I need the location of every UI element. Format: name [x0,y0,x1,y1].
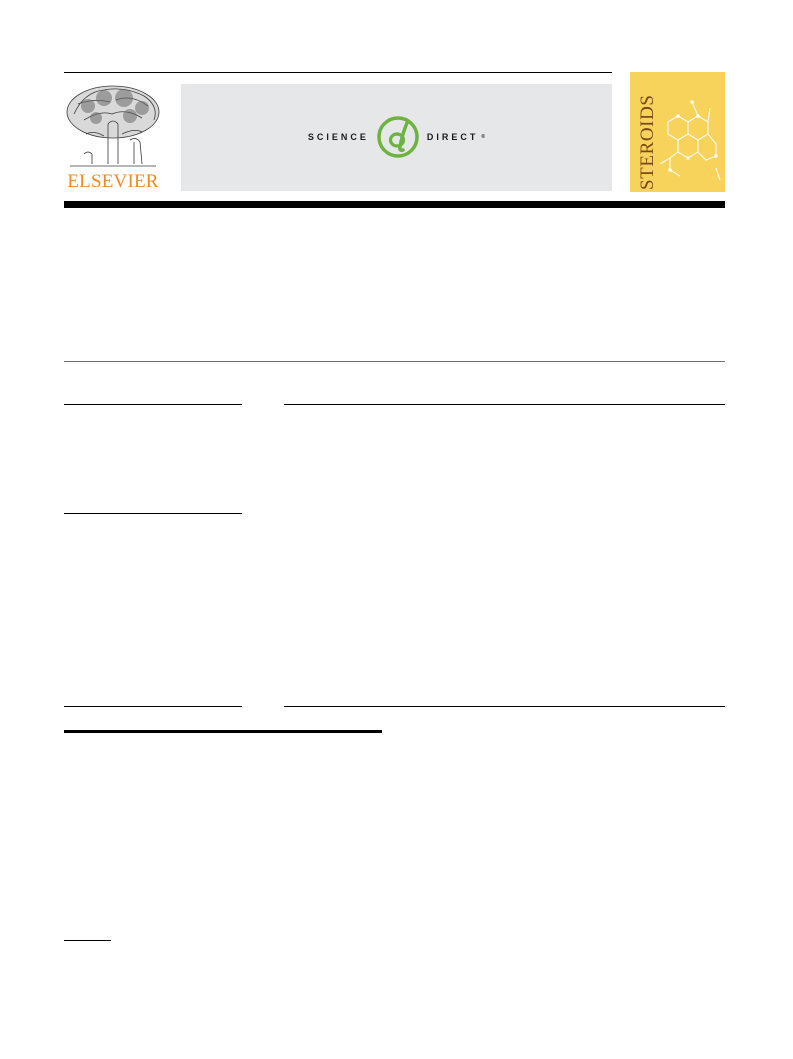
sciencedirect-left-word: SCIENCE [307,132,369,142]
elsevier-wordmark: ELSEVIER [67,171,159,192]
section-heading-rule [64,730,382,733]
article-info-bottom-rule [64,706,242,707]
header-top-rule [64,72,612,73]
sciencedirect-at-symbol-icon [376,115,420,159]
header-thick-rule [64,201,725,208]
journal-cover [630,72,725,192]
journal-title: STEROIDS [637,94,658,190]
sciencedirect-right-word: DIRECT [426,132,479,142]
keywords-top-rule [64,513,242,514]
abstract-bottom-rule [284,706,725,707]
elsevier-logo [64,84,162,192]
registered-mark: ® [481,134,486,140]
elsevier-tree-logo-icon [64,84,162,170]
footnote-rule [64,940,111,941]
title-block-rule [64,361,725,362]
article-info-top-rule [64,404,242,405]
abstract-top-rule [284,404,725,405]
sciencedirect-banner [181,84,612,191]
